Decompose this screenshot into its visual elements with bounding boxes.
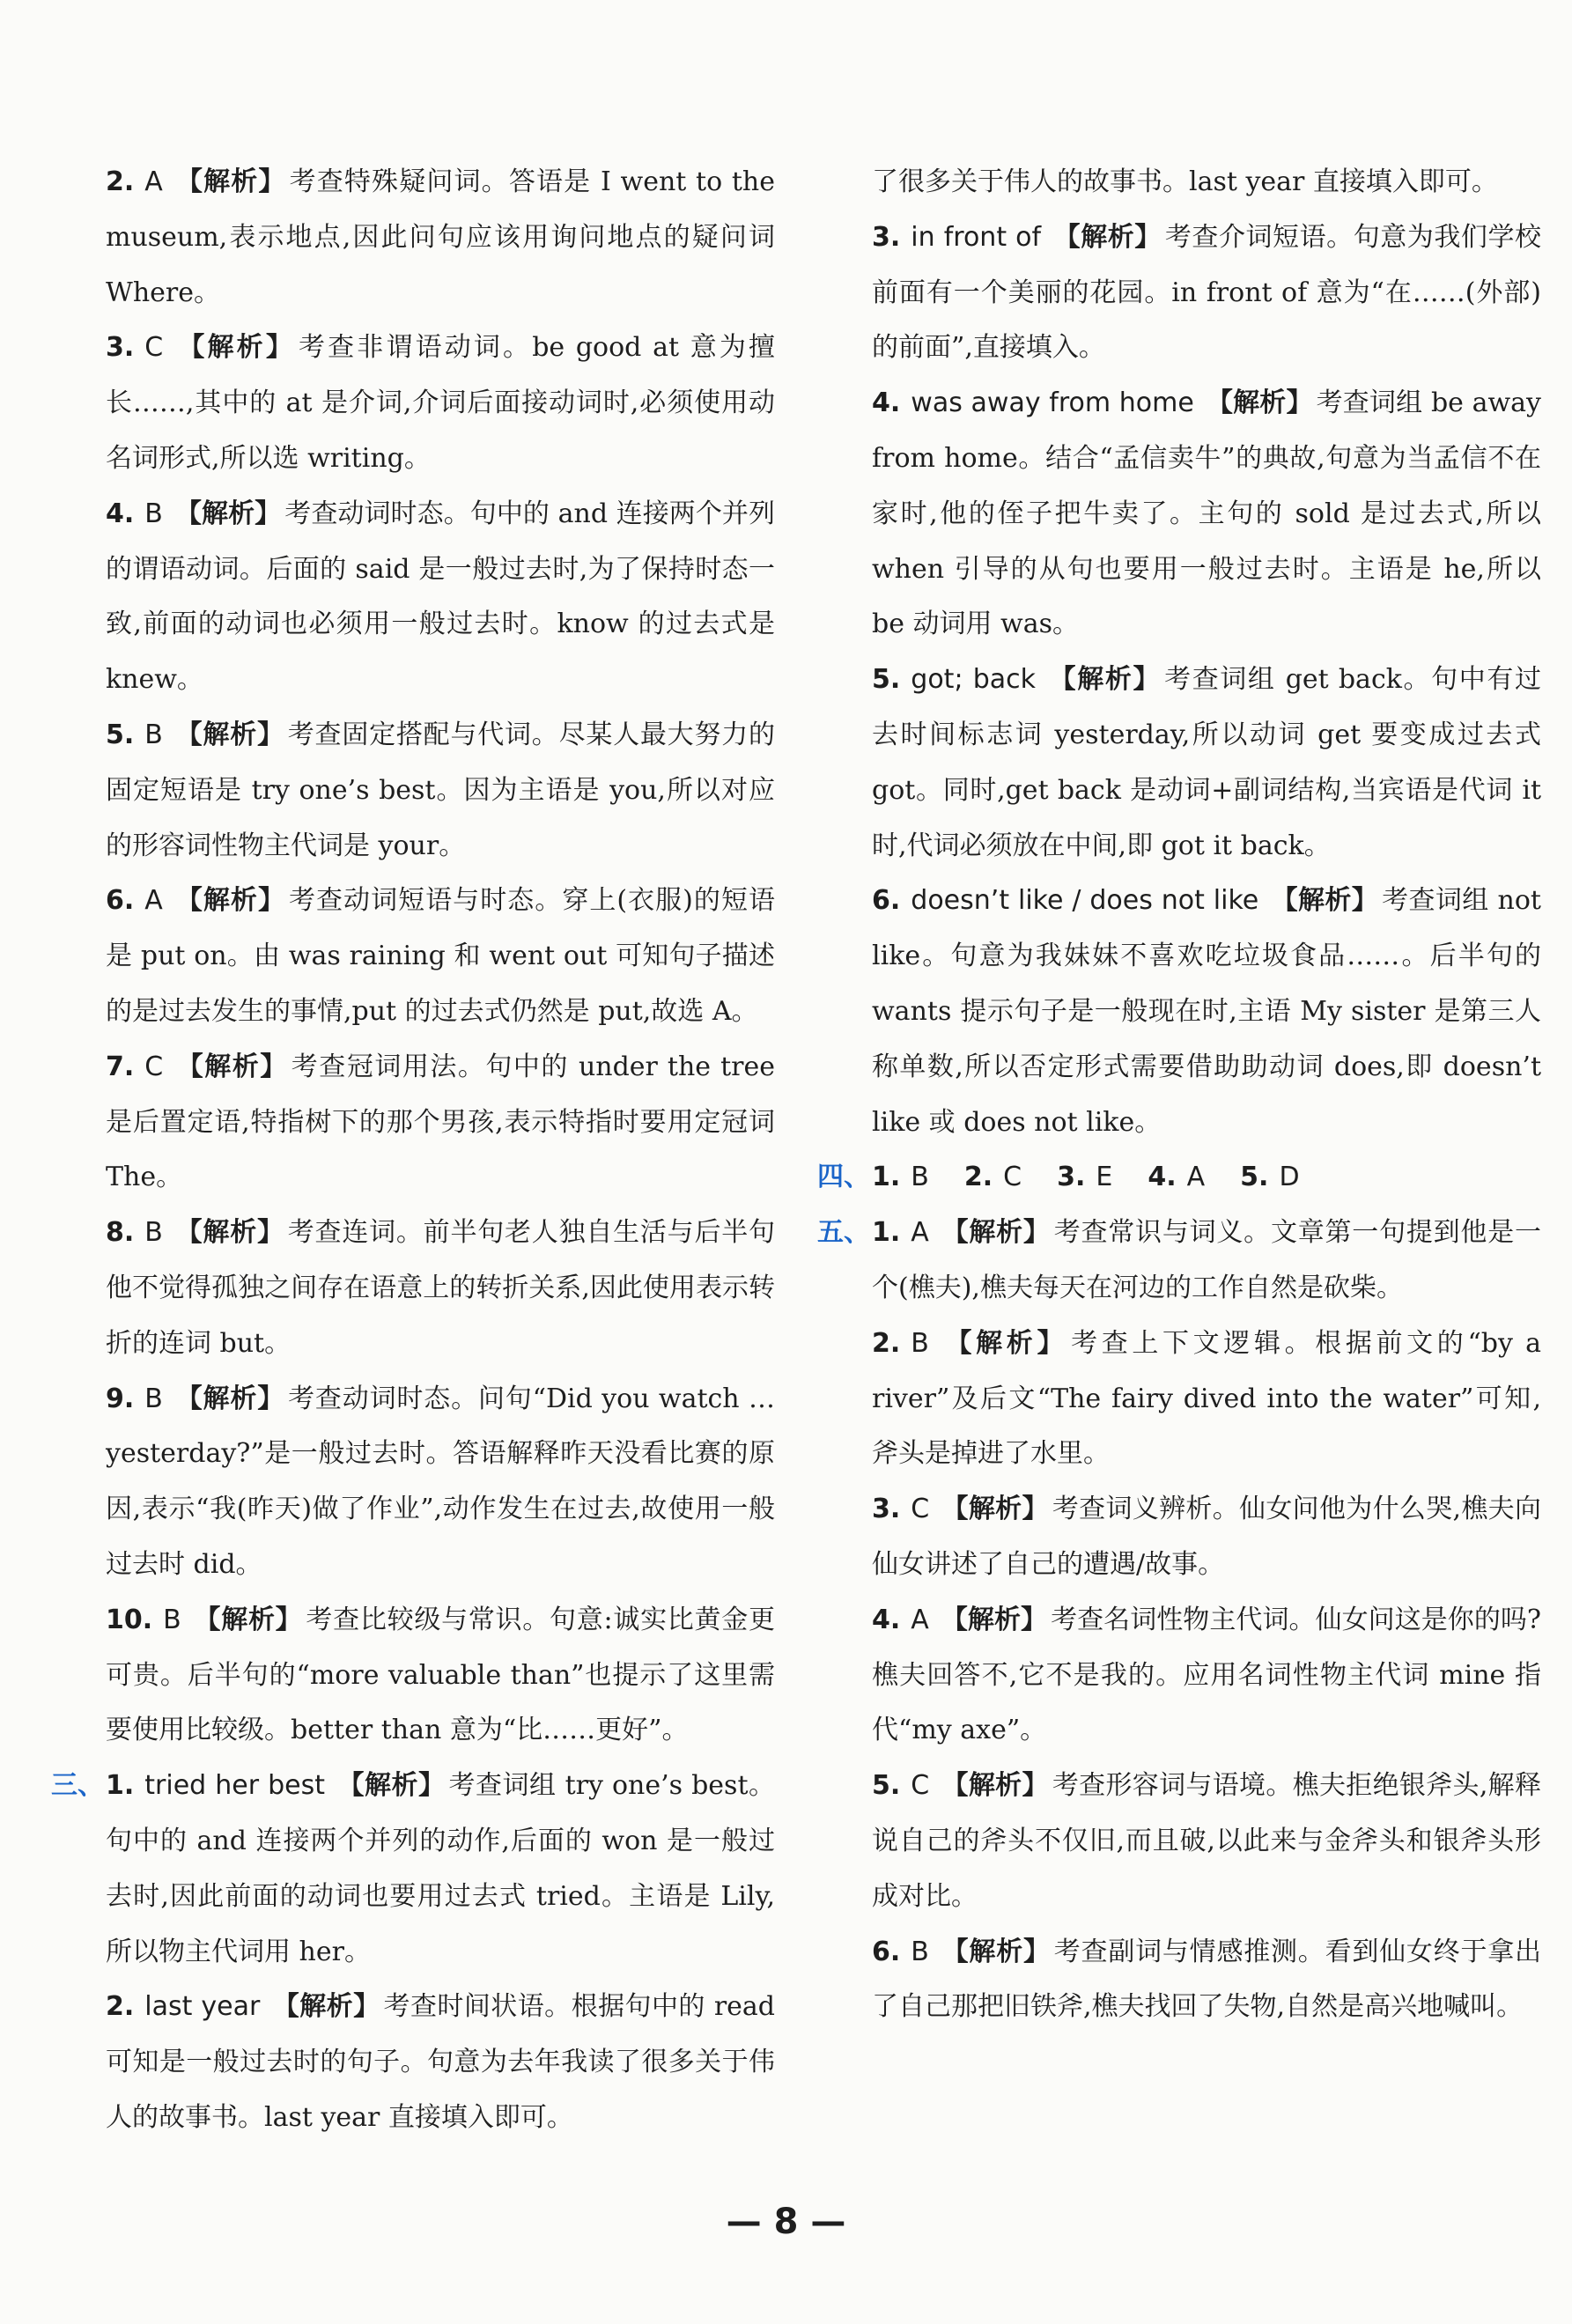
analysis-text: 考查动词短语与时态。穿上(衣服)的短语是 put on。由 was raining 和 went out 可知句子描述的是过去发生的事情,put 的过去式仍然是 put,故选 A。	[106, 885, 775, 1027]
item-number: 9.	[106, 1383, 135, 1414]
answer-item	[872, 1759, 1541, 1924]
analysis-tag: 【解析】	[941, 1327, 1068, 1359]
analysis-tag: 【解析】	[174, 719, 284, 750]
item-number: 4.	[872, 387, 901, 419]
answer-item	[872, 653, 1541, 874]
analysis-tag: 【解析】	[272, 1991, 380, 2023]
item-answer: C	[911, 1494, 930, 1525]
item-answer: B	[911, 1327, 929, 1359]
analysis-text: 考查时间状语。根据句中的 read 可知是一般过去时的句子。句意为去年我读了很多关于伟人的故事书。last year 直接填入即可。	[106, 1991, 776, 2133]
item-number: 6.	[872, 1936, 901, 1967]
answer-item	[106, 1759, 775, 1980]
answer-item	[106, 155, 775, 321]
item-answer: B	[911, 1162, 929, 1193]
analysis-tag: 【解析】	[941, 1604, 1048, 1635]
item-answer: B	[163, 1604, 181, 1635]
section-3-label: 三、	[51, 1770, 104, 1802]
section-3-items	[106, 1759, 775, 2146]
item-answer: C	[1003, 1162, 1022, 1193]
item-number: 3.	[872, 221, 901, 253]
section-5-items	[872, 1206, 1541, 2035]
analysis-tag: 【解析】	[1048, 664, 1162, 696]
analysis-text: 考查特殊疑问词。答语是 I went to the museum,表示地点,因此问句应该用询问地点的疑问词 Where。	[106, 166, 775, 308]
analysis-tag: 【解析】	[175, 1051, 288, 1082]
analysis-tag: 【解析】	[174, 498, 282, 529]
analysis-tag: 【解析】	[1053, 221, 1162, 253]
item-number: 3.	[106, 332, 135, 364]
item-number: 3.	[872, 1494, 901, 1525]
analysis-tag: 【解析】	[941, 1936, 1051, 1967]
item-number: 7.	[106, 1051, 135, 1082]
analysis-text: 考查词义辨析。仙女问他为什么哭,樵夫向仙女讲述了自己的遭遇/故事。	[872, 1494, 1541, 1580]
quick-answer	[1057, 1162, 1125, 1192]
item-answer: A	[911, 1217, 929, 1249]
item-answer: C	[911, 1770, 930, 1802]
analysis-tag: 【解析】	[1271, 885, 1379, 917]
item-answer: B	[144, 498, 163, 529]
quick-answer	[964, 1162, 1034, 1192]
answer-item	[106, 874, 775, 1039]
section-3	[51, 1759, 776, 2146]
analysis-text: 考查副词与情感推测。看到仙女终于拿出了自己那把旧铁斧,樵夫找回了失物,自然是高兴地喊叫。	[872, 1936, 1542, 2023]
analysis-tag: 【解析】	[174, 166, 286, 197]
item-number: 5.	[872, 664, 901, 696]
answer-item	[106, 487, 775, 708]
item-answer: B	[144, 1383, 163, 1414]
analysis-text: 考查形容词与语境。樵夫拒绝银斧头,解释说自己的斧头不仅旧,而且破,以此来与金斧头和银斧头形成对比。	[872, 1770, 1541, 1912]
answer-item	[106, 321, 775, 486]
answer-item	[872, 1317, 1541, 1482]
analysis-tag: 【解析】	[174, 1383, 285, 1414]
right-items	[872, 210, 1541, 1151]
analysis-text: 考查非谓语动词。be good at 意为擅长……,其中的 at 是介词,介词后面接动词时,必须使用动名词形式,所以选 writing。	[106, 332, 776, 474]
analysis-text: 考查比较级与常识。句意:诚实比黄金更可贵。后半句的“more valuable than”也提示了这里需要使用比较级。better than 意为“比……更好”。	[106, 1604, 776, 1746]
answer-item	[872, 1925, 1541, 2036]
left-column	[51, 155, 776, 2146]
answer-item	[872, 874, 1541, 1150]
analysis-text: 考查动词时态。问句“Did you watch … yesterday?”是一般过去时。答语解释昨天没看比赛的原因,表示“我(昨天)做了作业”,动作发生在过去,故使用一般过去时 did。	[106, 1383, 776, 1580]
answer-item	[106, 1206, 775, 1371]
analysis-text: 考查词组 not like。句意为我妹妹不喜欢吃垃圾食品……。后半句的 wants 提示句子是一般现在时,主语 My sister 是第三人称单数,所以否定形式需要借助助动词 does,即 doesn’t like 或 does not like。	[872, 885, 1541, 1138]
analysis-text: 考查介词短语。句意为我们学校前面有一个美丽的花园。in front of 意为“在……(外部)的前面”,直接填入。	[872, 221, 1541, 364]
analysis-text: 考查冠词用法。句中的 under the tree 是后置定语,特指树下的那个男孩,表示特指时要用定冠词 The。	[106, 1051, 776, 1193]
analysis-tag: 【解析】	[175, 332, 295, 364]
analysis-text: 考查连词。前半句老人独自生活与后半句他不觉得孤独之间存在语意上的转折关系,因此使用表示转折的连词 but。	[106, 1217, 776, 1359]
item-answer: was away from home	[911, 387, 1194, 419]
item-number: 6.	[106, 885, 135, 917]
item-answer: B	[144, 1217, 163, 1249]
analysis-tag: 【解析】	[941, 1217, 1051, 1249]
item-number: 1.	[106, 1770, 135, 1802]
item-answer: A	[1186, 1162, 1206, 1193]
section-4-answers	[872, 1150, 1541, 1206]
right-column	[817, 155, 1542, 2035]
item-answer: A	[144, 166, 163, 197]
analysis-tag: 【解析】	[1206, 387, 1313, 419]
analysis-tag: 【解析】	[174, 885, 285, 917]
item-number: 4.	[872, 1604, 901, 1635]
item-number: 2.	[963, 1162, 993, 1193]
answer-item	[106, 1040, 775, 1206]
analysis-tag: 【解析】	[337, 1770, 446, 1802]
quick-answer	[1148, 1162, 1217, 1192]
answer-item	[106, 1372, 775, 1593]
left-items	[106, 155, 775, 1759]
item-answer: E	[1096, 1162, 1113, 1193]
item-number: 1.	[872, 1217, 901, 1249]
analysis-text: 考查常识与词义。文章第一句提到他是一个(樵夫),樵夫每天在河边的工作自然是砍柴。	[872, 1217, 1541, 1303]
answer-item	[872, 1593, 1541, 1759]
analysis-tag: 【解析】	[941, 1494, 1049, 1525]
item-number: 10.	[106, 1604, 153, 1635]
section-4	[817, 1150, 1541, 1206]
answer-item	[872, 376, 1541, 653]
item-answer: B	[911, 1936, 929, 1967]
answer-item	[106, 708, 775, 874]
item-answer: C	[144, 1051, 164, 1082]
analysis-tag: 【解析】	[193, 1604, 303, 1635]
item-number: 2.	[106, 1991, 135, 2023]
item-number: 1.	[872, 1162, 901, 1193]
item-number: 2.	[106, 166, 135, 197]
continued-text: 了很多关于伟人的故事书。last year 直接填入即可。	[872, 166, 1498, 197]
page-number: — 8 —	[726, 2202, 846, 2242]
item-number: 2.	[872, 1327, 901, 1359]
item-answer: tried her best	[144, 1770, 325, 1802]
answer-item	[106, 1980, 775, 2145]
analysis-text: 考查词组 try one’s best。句中的 and 连接两个并列的动作,后面的 won 是一般过去时,因此前面的动词也要用过去式 tried。主语是 Lily,所以物主代词用 her。	[106, 1770, 776, 1967]
analysis-text: 考查固定搭配与代词。尽某人最大努力的固定短语是 try one’s best。因为主语是 you,所以对应的形容词性物主代词是 your。	[106, 719, 776, 861]
quick-answer	[1240, 1162, 1311, 1192]
item-number: 6.	[872, 885, 901, 917]
item-answer: got; back	[911, 664, 1036, 696]
item-number: 5.	[1240, 1162, 1269, 1193]
item-answer: B	[144, 719, 163, 750]
analysis-tag: 【解析】	[174, 1217, 284, 1249]
analysis-text: 考查上下文逻辑。根据前文的“by a river”及后文“The fairy dived into the water”可知,斧头是掉进了水里。	[872, 1327, 1541, 1470]
section-4-label: 四、	[817, 1162, 870, 1193]
item-answer: C	[144, 332, 164, 364]
item-answer: A	[911, 1604, 929, 1635]
answer-item	[872, 1482, 1541, 1593]
item-number: 5.	[106, 719, 135, 750]
quick-answer	[872, 1162, 941, 1192]
item-number: 5.	[872, 1770, 901, 1802]
item-answer: A	[144, 885, 163, 917]
item-answer: doesn’t like / does not like	[911, 885, 1259, 917]
section-5	[817, 1206, 1542, 2035]
analysis-text: 考查动词时态。句中的 and 连接两个并列的谓语动词。后面的 said 是一般过去时,为了保持时态一致,前面的动词也必须用一般过去时。know 的过去式是 knew。	[106, 498, 776, 696]
section-5-label: 五、	[817, 1217, 870, 1249]
item-number: 4.	[106, 498, 135, 529]
item-number: 3.	[1057, 1162, 1086, 1193]
analysis-text: 考查名词性物主代词。仙女问这是你的吗?樵夫回答不,它不是我的。应用名词性物主代词 mine 指代“my axe”。	[872, 1604, 1542, 1746]
item-number: 8.	[106, 1217, 135, 1249]
answer-item	[106, 1593, 775, 1759]
analysis-text: 考查词组 be away from home。结合“孟信卖牛”的典故,句意为当孟信不在家时,他的侄子把牛卖了。主句的 sold 是过去式,所以 when 引导的从句也要用一般过去时。主语是 he,所以 be 动词用 was。	[872, 387, 1541, 640]
answer-item	[872, 210, 1541, 376]
item-answer: last year	[144, 1991, 261, 2023]
item-number: 4.	[1148, 1162, 1177, 1193]
analysis-tag: 【解析】	[941, 1770, 1049, 1802]
analysis-text: 考查词组 get back。句中有过去时间标志词 yesterday,所以动词 get 要变成过去式 got。同时,get back 是动词+副词结构,当宾语是代词 it 时,代词必须放在中间,即 got it back。	[872, 664, 1541, 861]
item-answer: in front of	[911, 221, 1042, 253]
answer-item	[872, 1206, 1541, 1317]
item-answer: D	[1279, 1162, 1300, 1193]
